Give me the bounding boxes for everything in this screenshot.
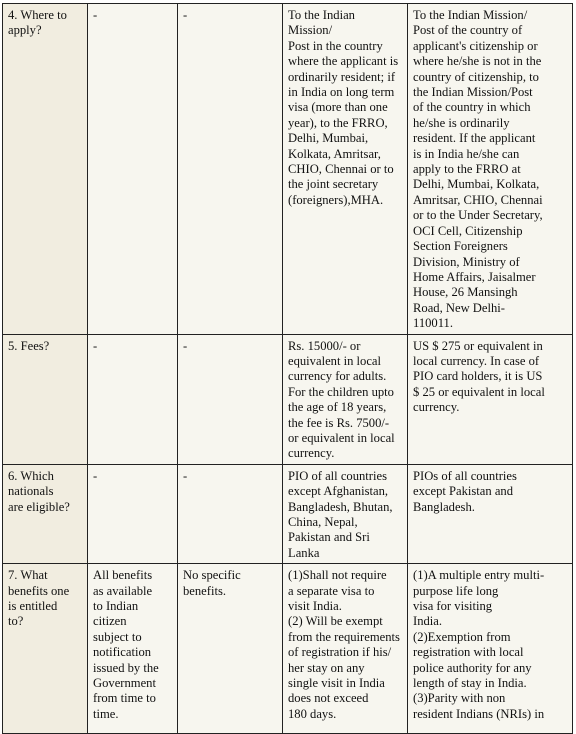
question-cell [3,564,88,734]
cell-text: No specific benefits. [183,568,241,598]
cell-text: - [93,338,98,353]
cell-text: PIOs of all countries except Pakistan and Bangladesh. [413,468,517,514]
cell-text: - [93,8,98,22]
question-cell [3,334,88,464]
table-cell [88,334,178,464]
table-cell [88,4,178,335]
table-cell [178,564,283,734]
table-cell [88,564,178,734]
table-cell [178,4,283,335]
cell-text: - [183,338,188,353]
table-cell [178,464,283,563]
cell-text: - [93,468,98,483]
table-row [3,464,573,563]
table-row [3,564,573,734]
cell-text: (1)A multiple entry multi- purpose life long visa for visiting India. (2)Exemption from registration with local police authority for any length of stay in India. (3)Parity with non resident Indians (NRIs) in [413,568,545,721]
table-cell [408,564,573,734]
table-cell [283,4,408,335]
cell-text: - [183,8,188,22]
cell-text: Rs. 15000/- or equivalent in local currency for adults. For the children upto the age of 18 years, the fee is Rs. 7500/- or equivalent in local currency. [288,338,395,461]
table-cell [408,4,573,335]
cell-text: - [183,468,188,483]
cell-text: (1)Shall not require a separate visa to visit India. (2) Will be exempt from the requirements of registration if his/ her stay on any single visit in India does not exceed 180 days. [288,568,400,721]
table-cell [408,334,573,464]
table-cell [283,564,408,734]
cell-text: US $ 275 or equivalent in local currency. In case of PIO card holders, it is US $ 25 or equivalent in local currency. [413,338,545,415]
table-row [3,4,573,335]
table-row [3,334,573,464]
question-text: 5. Fees? [8,338,50,353]
table-cell [408,464,573,563]
table-cell [178,334,283,464]
comparison-table [2,3,573,734]
table-cell [283,464,408,563]
question-text: 7. What benefits one is entitled to? [8,568,70,629]
table-cell [88,464,178,563]
question-cell [3,464,88,563]
question-cell [3,4,88,335]
cell-text: To the Indian Mission/ Post of the country of applicant's citizenship or where he/she is not in the country of citizenship, to the Indian Mission/Post of the country in which he/she is ordinarily resident. If the applicant is in India he/she can apply to the FRRO at Delhi, Mumbai, Kolkata, Amritsar, CHIO, Chennai or to the Under Secretary, OCI Cell, Citizenship Section Foreigners Division, Ministry of Home Affairs, Jaisalmer House, 26 Mansingh Road, New Delhi- 110011. [413,8,543,331]
question-text: 6. Which nationals are eligible? [8,468,70,514]
table-cell [283,334,408,464]
question-text: 4. Where to apply? [8,8,67,38]
cell-text: All benefits as available to Indian citizen subject to notification issued by the Government from time to time. [93,568,159,721]
cell-text: To the Indian Mission/ Post in the country where the applicant is ordinarily resident; if in India on long term visa (more than one year), to the FRRO, Delhi, Mumbai, Kolkata, Amritsar, CHIO, Chennai or to the joint secretary (foreigners),MHA. [288,8,399,207]
cell-text: PIO of all countries except Afghanistan, Bangladesh, Bhutan, China, Nepal, Pakistan and Sri Lanka [288,468,393,560]
